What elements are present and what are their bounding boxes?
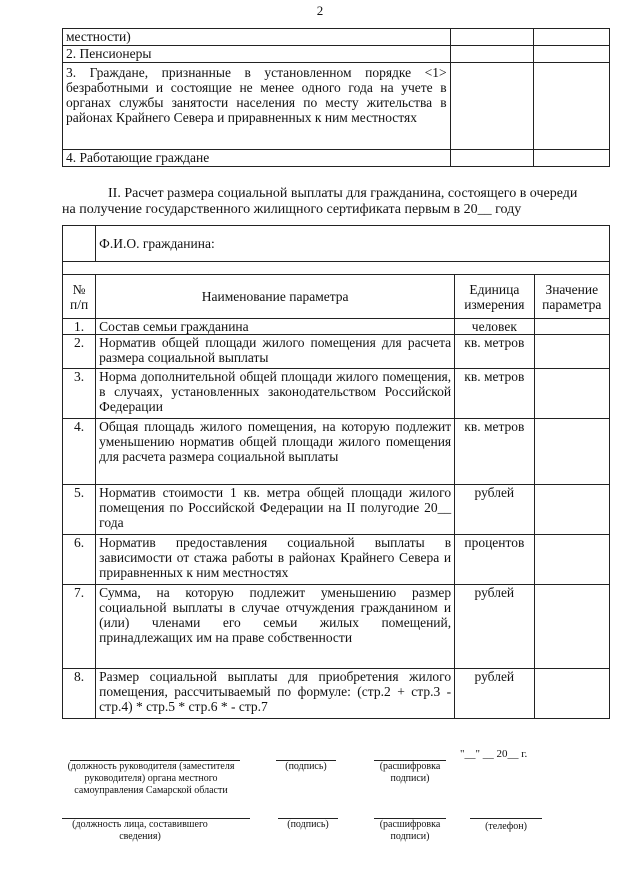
value-cell: [534, 419, 609, 485]
section-heading-line: на получение государственного жилищного сертификата первым в 20__ году: [62, 202, 522, 217]
phone-caption: (телефон): [485, 821, 527, 832]
decoding-caption: (расшифровка подписи): [379, 761, 441, 784]
row-name: Норматив предоставления социальной выплаты в зависимости от стажа работы в районах Крайнего Севера и приравненных к ним местностях: [96, 535, 455, 585]
row-num: 5.: [63, 485, 96, 535]
value-cell: [534, 369, 609, 419]
empty-cell: [533, 150, 609, 167]
row-num: 7.: [63, 585, 96, 669]
decoding-caption: (расшифровка подписи): [379, 819, 441, 842]
row-unit: кв. метров: [455, 419, 534, 485]
empty-cell: [63, 262, 610, 275]
section-heading-line: II. Расчет размера социальной выплаты для гражданина, состоящего в очереди: [108, 186, 578, 201]
empty-cell: [450, 63, 533, 150]
row-name: Размер социальной выплаты для приобретения жилого помещения, рассчитываемый по формуле: (стр.2 + стр.3 - стр.4) * стр.5 * стр.6 * - стр.7: [96, 669, 455, 719]
category-cell: 3. Граждане, признанные в установленном порядке <1> безработными и состоящие не менее одного года на учете в органах службы занятости населения по месту жительства в районах Крайнего Севера и приравненных к ним местностях: [63, 63, 451, 150]
row-unit: человек: [455, 319, 534, 335]
row-unit: рублей: [455, 669, 534, 719]
table-row: [63, 319, 610, 335]
table-row: [63, 29, 610, 46]
row-unit: рублей: [455, 585, 534, 669]
row-name: Норматив общей площади жилого помещения для расчета размера социальной выплаты: [96, 335, 455, 369]
spacer-row: [63, 262, 610, 275]
date-field: "__" __ 20__ г.: [460, 748, 528, 760]
value-cell: [534, 319, 609, 335]
row-num: 4.: [63, 419, 96, 485]
row-num: 8.: [63, 669, 96, 719]
table-row: [63, 46, 610, 63]
value-cell: [534, 669, 609, 719]
table-row: [63, 335, 610, 369]
empty-cell: [450, 150, 533, 167]
signature-caption: (подпись): [285, 761, 327, 772]
fio-row: [63, 226, 610, 262]
row-num: 1.: [63, 319, 96, 335]
table-row: [63, 419, 610, 485]
empty-cell: [450, 29, 533, 46]
row-num: 6.: [63, 535, 96, 585]
calculation-table: [62, 225, 610, 719]
header-value: Значение параметра: [534, 275, 609, 319]
row-name: Сумма, на которую подлежит уменьшению размер социальной выплаты в случае отчуждения гражданином и (или) членами его семьи жилых помещений, принадлежащих им на праве собственности: [96, 585, 455, 669]
table-row: [63, 669, 610, 719]
value-cell: [534, 485, 609, 535]
empty-cell: [533, 29, 609, 46]
table-row: [63, 535, 610, 585]
empty-cell: [533, 46, 609, 63]
row-num: 3.: [63, 369, 96, 419]
value-cell: [534, 585, 609, 669]
row-unit: кв. метров: [455, 335, 534, 369]
table-row: [63, 485, 610, 535]
row-num: 2.: [63, 335, 96, 369]
compiler-position-caption: (должность лица, составившего сведения): [72, 819, 208, 842]
header-unit: Единица измерения: [455, 275, 534, 319]
header-name: Наименование параметра: [96, 275, 455, 319]
head-position-caption: (должность руководителя (заместителя руководителя) органа местного самоуправления Самарской области: [67, 761, 235, 796]
empty-cell: [63, 226, 96, 262]
category-table: [62, 28, 610, 167]
row-unit: рублей: [455, 485, 534, 535]
value-cell: [534, 335, 609, 369]
header-row: [63, 275, 610, 319]
table-row: [63, 369, 610, 419]
empty-cell: [450, 46, 533, 63]
header-num: № п/п: [63, 275, 96, 319]
row-unit: процентов: [455, 535, 534, 585]
row-name: Норматив стоимости 1 кв. метра общей площади жилого помещения по Российской Федерации на II полугодие 20__ года: [96, 485, 455, 535]
category-cell: 4. Работающие граждане: [63, 150, 451, 167]
signature-line: [470, 818, 542, 819]
page-number: 2: [316, 3, 324, 18]
category-cell: местности): [63, 29, 451, 46]
fio-label: Ф.И.О. гражданина:: [96, 226, 610, 262]
table-row: [63, 585, 610, 669]
row-name: Норма дополнительной общей площади жилого помещения, в случаях, установленных законодательством Российской Федерации: [96, 369, 455, 419]
category-cell: 2. Пенсионеры: [63, 46, 451, 63]
row-unit: кв. метров: [455, 369, 534, 419]
row-name: Общая площадь жилого помещения, на которую подлежит уменьшению норматив общей площади жилого помещения для расчета размера социальной выплаты: [96, 419, 455, 485]
section-heading: [62, 186, 622, 218]
row-name: Состав семьи гражданина: [96, 319, 455, 335]
empty-cell: [533, 63, 609, 150]
table-row: [63, 63, 610, 150]
signature-caption: (подпись): [287, 819, 329, 830]
table-row: [63, 150, 610, 167]
value-cell: [534, 535, 609, 585]
